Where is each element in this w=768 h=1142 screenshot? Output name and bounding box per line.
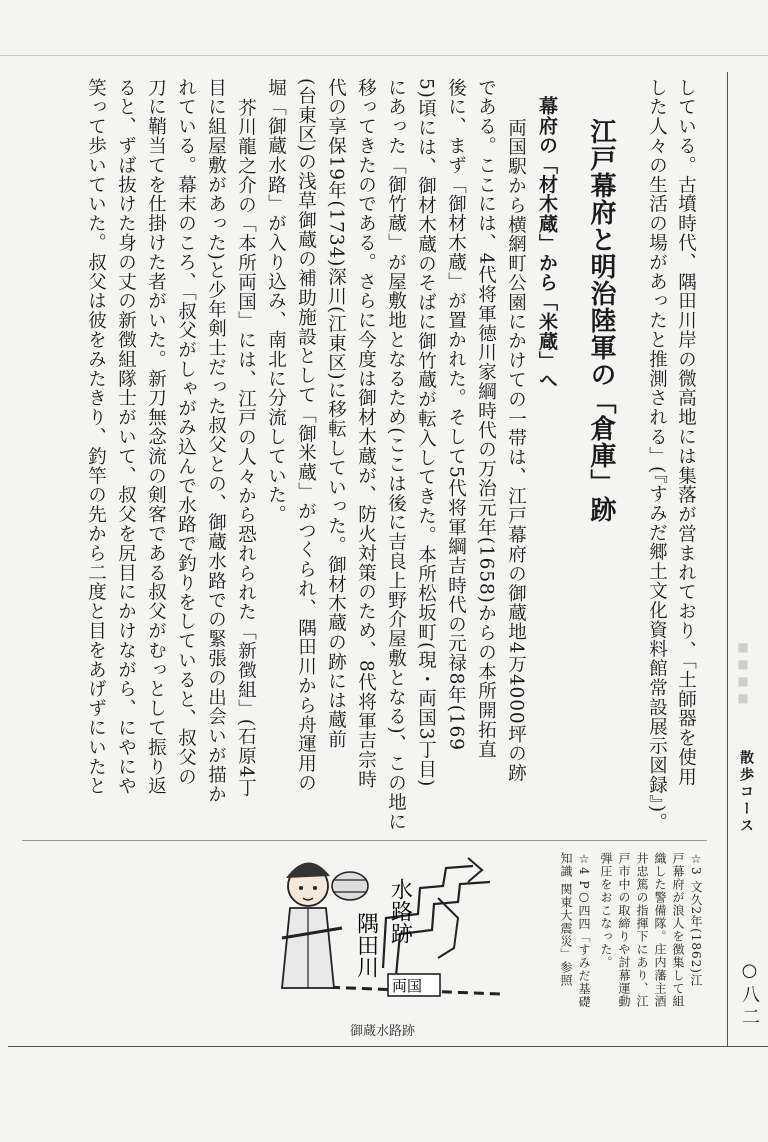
page-number: ○八二 xyxy=(739,960,760,1029)
body-line: 刀に鞘当てを仕掛けた者がいた。新刀無念流の剣客である叔父がむっとして振り返 xyxy=(145,78,167,796)
page-bottom-rule xyxy=(8,1046,768,1047)
note-line: 知識 関東大震災」参照 xyxy=(559,852,573,987)
samurai-waterway-illustration xyxy=(268,848,500,1016)
body-line: (台東区)の浅草御蔵の補助施設として「御米蔵」がつくられ、隅田川から舟運用の xyxy=(295,78,317,793)
note-line: 織した警備隊。庄内藩主酒 xyxy=(653,852,667,1008)
body-line: にあった「御竹蔵」が屋敷地となるため(ここは後に吉良上野介屋敷となる)、この地に xyxy=(385,78,407,832)
body-line: ると、ずば抜けた身の丈の新徴組隊士がいて、叔父を尻目にかけながら、にやにや xyxy=(115,78,137,796)
note-line: 戸市中の取締りや討幕運動 xyxy=(617,852,631,1008)
sidebar-divider xyxy=(727,72,728,1047)
section-heading: 江戸幕府と明治陸軍の「倉庫」跡 xyxy=(586,118,616,523)
note-line: 弾圧をおこなった。 xyxy=(599,852,613,969)
note-line: ☆3 文久2年(1862)江 xyxy=(689,852,703,987)
body-line: 5)頃には、御材木蔵のそばに御竹蔵が転入してきた。本所松坂町(現・両国3丁目) xyxy=(415,78,437,788)
body-line: 目に組屋敷があった)と少年剣士だった叔父との、御蔵水路での緊張の出会いが描か xyxy=(205,78,227,804)
body-line: 堀「御蔵水路」が入り込み、南北に分流していた。 xyxy=(265,78,287,525)
body-line: 芥川龍之介の「本所両国」には、江戸の人々から恐れられた「新徴組」(石原4丁 xyxy=(235,98,257,798)
body-line: 両国駅から横網町公園にかけての一帯は、江戸幕府の御蔵地4万4000坪の跡 xyxy=(505,118,527,783)
note-line: ☆4 P○四四「すみだ基礎 xyxy=(577,852,591,1009)
body-line: である。ここには、4代将軍徳川家綱時代の万治元年(1658)からの本所開拓直 xyxy=(475,78,497,759)
body-line: 代の享保19年(1734)深川(江東区)に移転していった。御材木蔵の跡には蔵前 xyxy=(325,78,347,750)
notes-separator xyxy=(22,840,707,841)
intro-line-1: している。古墳時代、隅田川岸の微高地には集落が営まれており、「土師器を使用 xyxy=(675,78,697,787)
course-label: 散歩コース xyxy=(738,750,754,835)
body-line: 移ってきたのである。さらに今度は御材木蔵が、防火対策のため、8代将軍吉宗時 xyxy=(355,78,377,790)
section-subheading: 幕府の「材木蔵」から「米蔵」へ xyxy=(536,96,558,390)
note-line: 戸幕府が浪人を徴集して組 xyxy=(671,852,685,1008)
faint-sidebar-marks: ■■■■ xyxy=(736,640,750,708)
illustration-caption: 御蔵水路跡 xyxy=(350,1024,416,1039)
page-top-edge xyxy=(0,55,768,56)
label-station: 両国 xyxy=(392,977,423,995)
intro-line-2: した人々の生活の場があったと推測される」(『すみだ郷土文化資料館常設展示図録』)。 xyxy=(646,78,668,833)
note-line: 井忠篤の指揮下にあり、江 xyxy=(635,852,649,1008)
body-line: れている。幕末のころ、「叔父がしゃがみ込んで水路で釣りをしていると、叔父の xyxy=(175,78,197,787)
body-line: 後に、まず「御材木蔵」が置かれた。そして5代将軍綱吉時代の元禄8年(169 xyxy=(445,78,467,751)
label-waterway: 水路跡 xyxy=(387,878,413,944)
label-river: 隅田川 xyxy=(353,912,379,978)
body-line: 笑って歩いていた。叔父は彼をみたきり、釣竿の先から二度と目をあげずにいたと xyxy=(85,78,107,796)
